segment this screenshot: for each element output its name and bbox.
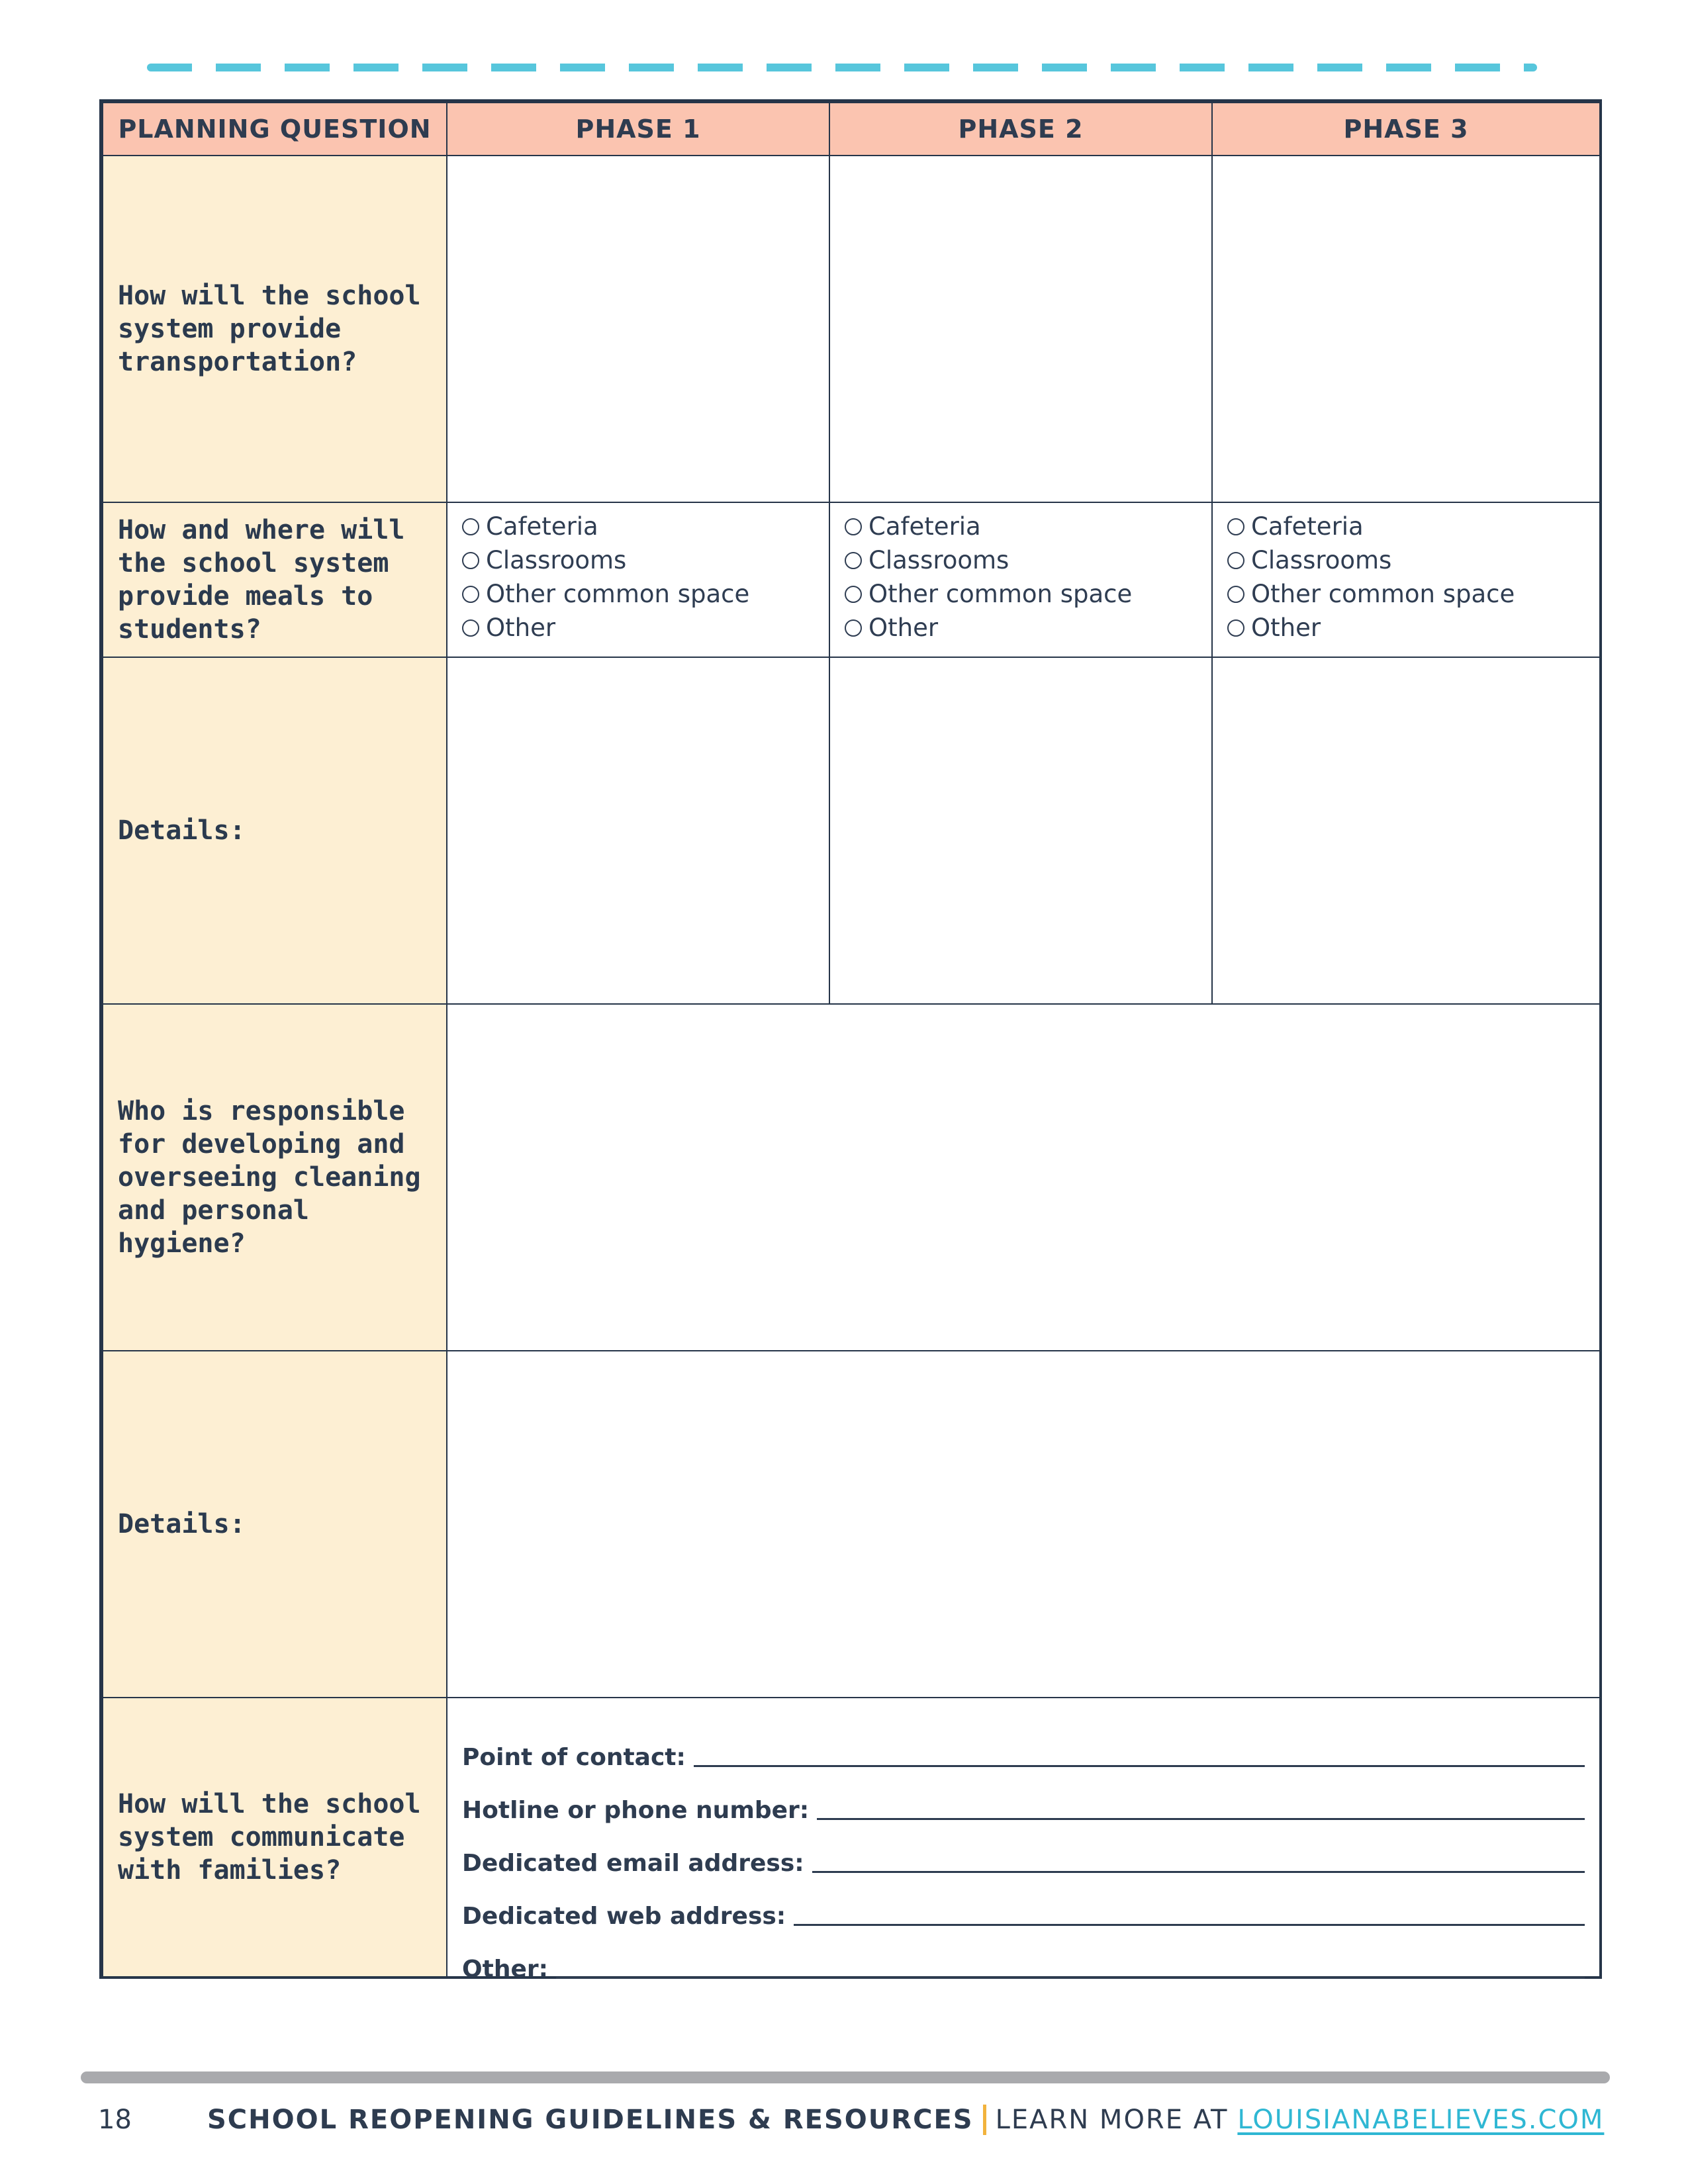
header-phase-3 [1211,102,1601,156]
learn-more-text: LEARN MORE AT [995,2105,1229,2135]
header-label: PHASE 2 [958,114,1084,144]
option-classrooms[interactable] [845,543,1211,577]
option-label: Other common space [868,580,1133,608]
option-label: Classrooms [868,546,1009,574]
website-link[interactable]: LOUISIANABELIEVES.COM [1237,2105,1605,2135]
option-label: Cafeteria [486,512,598,541]
option-label: Other [1251,614,1321,642]
field-label: Point of contact: [462,1744,686,1771]
option-label: Classrooms [1251,546,1392,574]
option-other-common-space[interactable] [845,577,1211,611]
footer-divider [81,2071,1610,2083]
question-meal-details [102,657,447,1005]
question-meals [102,502,447,658]
field-label: Hotline or phone number: [462,1797,810,1824]
option-other-common-space[interactable] [462,577,829,611]
answer-transportation-phase-2[interactable] [829,155,1213,503]
header-planning-question [102,102,447,156]
meal-options-phase-1 [446,502,830,658]
question-cleaning-responsibility [102,1003,447,1351]
header-phase-2 [829,102,1213,156]
option-other-common-space[interactable] [1227,577,1599,611]
option-label: Cafeteria [1251,512,1364,541]
question-text: How will the school system communicate with families? [118,1789,421,1886]
option-label: Other common space [1251,580,1515,608]
meal-options-phase-2 [829,502,1213,658]
radio-circle-icon[interactable] [845,619,862,637]
radio-circle-icon[interactable] [462,619,479,637]
document-title: SCHOOL REOPENING GUIDELINES & RESOURCES [207,2105,974,2135]
answer-transportation-phase-3[interactable] [1211,155,1601,503]
field-label: Dedicated web address: [462,1903,786,1930]
option-other[interactable] [462,611,829,645]
option-label: Cafeteria [868,512,981,541]
question-text: Who is responsible for developing and overseeing cleaning and personal hygiene? [118,1096,421,1259]
fill-in-line[interactable] [817,1817,1585,1820]
answer-meal-details-phase-1[interactable] [446,657,830,1005]
option-classrooms[interactable] [1227,543,1599,577]
option-other[interactable] [845,611,1211,645]
other-field[interactable] [462,1930,1585,1983]
option-label: Other [868,614,939,642]
question-text: How and where will the school system provide meals to students? [118,515,405,645]
radio-circle-icon[interactable] [845,518,862,535]
email-address-field[interactable] [462,1824,1585,1877]
answer-meal-details-phase-3[interactable] [1211,657,1601,1005]
radio-circle-icon[interactable] [1227,518,1244,535]
option-label: Other common space [486,580,750,608]
option-other[interactable] [1227,611,1599,645]
page-number: 18 [98,2105,132,2135]
radio-circle-icon[interactable] [1227,586,1244,603]
answer-cleaning-responsibility[interactable] [446,1003,1601,1351]
question-communication [102,1697,447,1978]
header-label: PHASE 3 [1343,114,1469,144]
fill-in-line[interactable] [812,1870,1585,1873]
header-phase-1 [446,102,830,156]
radio-circle-icon[interactable] [845,552,862,569]
planning-table [99,99,1602,1983]
fill-in-line[interactable] [794,1923,1585,1926]
fill-in-line[interactable] [694,1764,1585,1767]
radio-circle-icon[interactable] [1227,619,1244,637]
question-text: Details: [118,815,246,846]
fill-in-line[interactable] [556,1976,1585,1979]
radio-circle-icon[interactable] [462,552,479,569]
answer-cleaning-details[interactable] [446,1350,1601,1698]
option-cafeteria[interactable] [462,510,829,543]
page-footer [98,2097,1604,2143]
meal-options-phase-3 [1211,502,1601,658]
radio-circle-icon[interactable] [1227,552,1244,569]
point-of-contact-field[interactable] [462,1718,1585,1771]
option-classrooms[interactable] [462,543,829,577]
field-label: Dedicated email address: [462,1850,804,1877]
web-address-field[interactable] [462,1877,1585,1930]
question-text: How will the school system provide transportation? [118,281,421,377]
radio-circle-icon[interactable] [845,586,862,603]
question-text: Details: [118,1509,246,1539]
field-label: Other: [462,1956,549,1983]
option-cafeteria[interactable] [1227,510,1599,543]
question-cleaning-details [102,1350,447,1698]
header-label: PLANNING QUESTION [118,114,432,144]
option-label: Classrooms [486,546,627,574]
communication-fields [446,1697,1601,1983]
option-label: Other [486,614,556,642]
footer-separator [983,2105,986,2135]
answer-meal-details-phase-2[interactable] [829,657,1213,1005]
question-transportation [102,155,447,503]
decorative-dashed-rule [147,64,1537,71]
answer-transportation-phase-1[interactable] [446,155,830,503]
option-cafeteria[interactable] [845,510,1211,543]
header-label: PHASE 1 [575,114,701,144]
radio-circle-icon[interactable] [462,518,479,535]
hotline-phone-field[interactable] [462,1771,1585,1824]
radio-circle-icon[interactable] [462,586,479,603]
